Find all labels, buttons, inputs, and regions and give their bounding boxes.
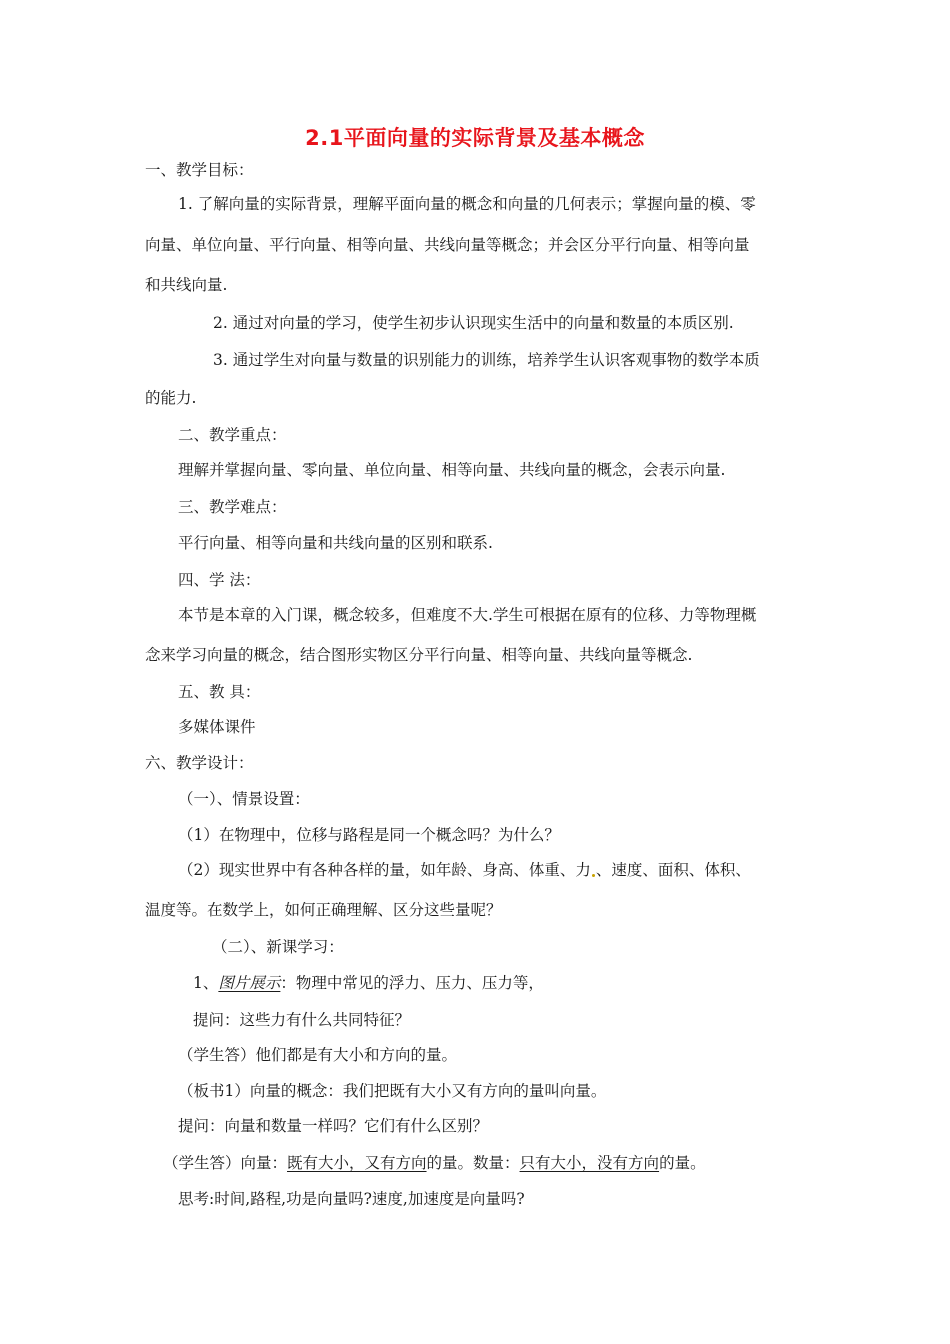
paragraph-line: 多媒体课件 [178, 718, 256, 736]
paragraph-line: 念来学习向量的概念，结合图形实物区分平行向量、相等向量、共线向量等概念. [145, 646, 693, 664]
text-span: 的量。 [659, 1154, 706, 1172]
marker-dot [592, 874, 595, 877]
paragraph-line: 思考:时间,路程,功是向量吗?速度,加速度是向量吗? [178, 1190, 525, 1208]
paragraph-line: 和共线向量. [145, 276, 228, 294]
section-keypoints-heading: 二、教学重点： [178, 426, 287, 444]
paragraph-line: 1. 了解向量的实际背景，理解平面向量的概念和向量的几何表示；掌握向量的模、零 [178, 195, 756, 213]
underlined-text: 只有大小，没有方向 [519, 1154, 660, 1172]
text-span: （2）现实世界中有各种各样的量，如年龄、身高、体重、力 [178, 861, 591, 879]
paragraph-line: 平行向量、相等向量和共线向量的区别和联系. [178, 534, 493, 552]
subsection-heading: （二）、新课学习： [212, 938, 344, 956]
paragraph-line: （板书1）向量的概念：我们把既有大小又有方向的量叫向量。 [178, 1082, 607, 1100]
text-span: 、速度、面积、体积、 [595, 861, 751, 879]
paragraph-line: （学生答）他们都是有大小和方向的量。 [178, 1046, 458, 1064]
paragraph-line [193, 973, 544, 993]
paragraph-line: 向量、单位向量、平行向量、相等向量、共线向量等概念；并会区分平行向量、相等向量 [145, 236, 750, 254]
underlined-text: 既有大小，又有方向 [287, 1154, 427, 1172]
document-title: 2.1平面向量的实际背景及基本概念 [305, 126, 645, 150]
item-number: 1、 [193, 974, 219, 992]
paragraph-line: 提问：这些力有什么共同特征？ [193, 1011, 411, 1029]
subsection-heading: （一）、情景设置： [178, 790, 310, 808]
paragraph-line: 提问：向量和数量一样吗？它们有什么区别？ [178, 1117, 489, 1135]
text-span: ：物理中常见的浮力、压力、压力等， [280, 974, 544, 992]
section-objectives-heading: 一、教学目标： [145, 161, 254, 179]
section-method-heading: 四、学 法： [178, 571, 261, 589]
paragraph-line [163, 1153, 706, 1173]
section-tools-heading: 五、教 具： [178, 683, 261, 701]
paragraph-line: 理解并掌握向量、零向量、单位向量、相等向量、共线向量的概念，会表示向量. [178, 461, 726, 479]
paragraph-line: 3. 通过学生对向量与数量的识别能力的训练，培养学生认识客观事物的数学本质 [213, 351, 760, 369]
section-difficulties-heading: 三、教学难点： [178, 498, 287, 516]
paragraph-line: （1）在物理中，位移与路程是同一个概念吗？为什么？ [178, 826, 560, 844]
section-design-heading: 六、教学设计： [145, 754, 254, 772]
paragraph-line: 的能力. [145, 389, 197, 407]
paragraph-line: 2. 通过对向量的学习，使学生初步认识现实生活中的向量和数量的本质区别. [213, 314, 734, 332]
paragraph-line [178, 860, 751, 880]
text-span: 的量。数量： [426, 1154, 520, 1172]
emphasis-text: 图片展示 [218, 974, 281, 992]
paragraph-line: 温度等。在数学上，如何正确理解、区分这些量呢？ [145, 901, 502, 919]
text-span: （学生答）向量： [163, 1154, 288, 1172]
paragraph-line: 本节是本章的入门课，概念较多，但难度不大.学生可根据在原有的位移、力等物理概 [178, 606, 757, 624]
